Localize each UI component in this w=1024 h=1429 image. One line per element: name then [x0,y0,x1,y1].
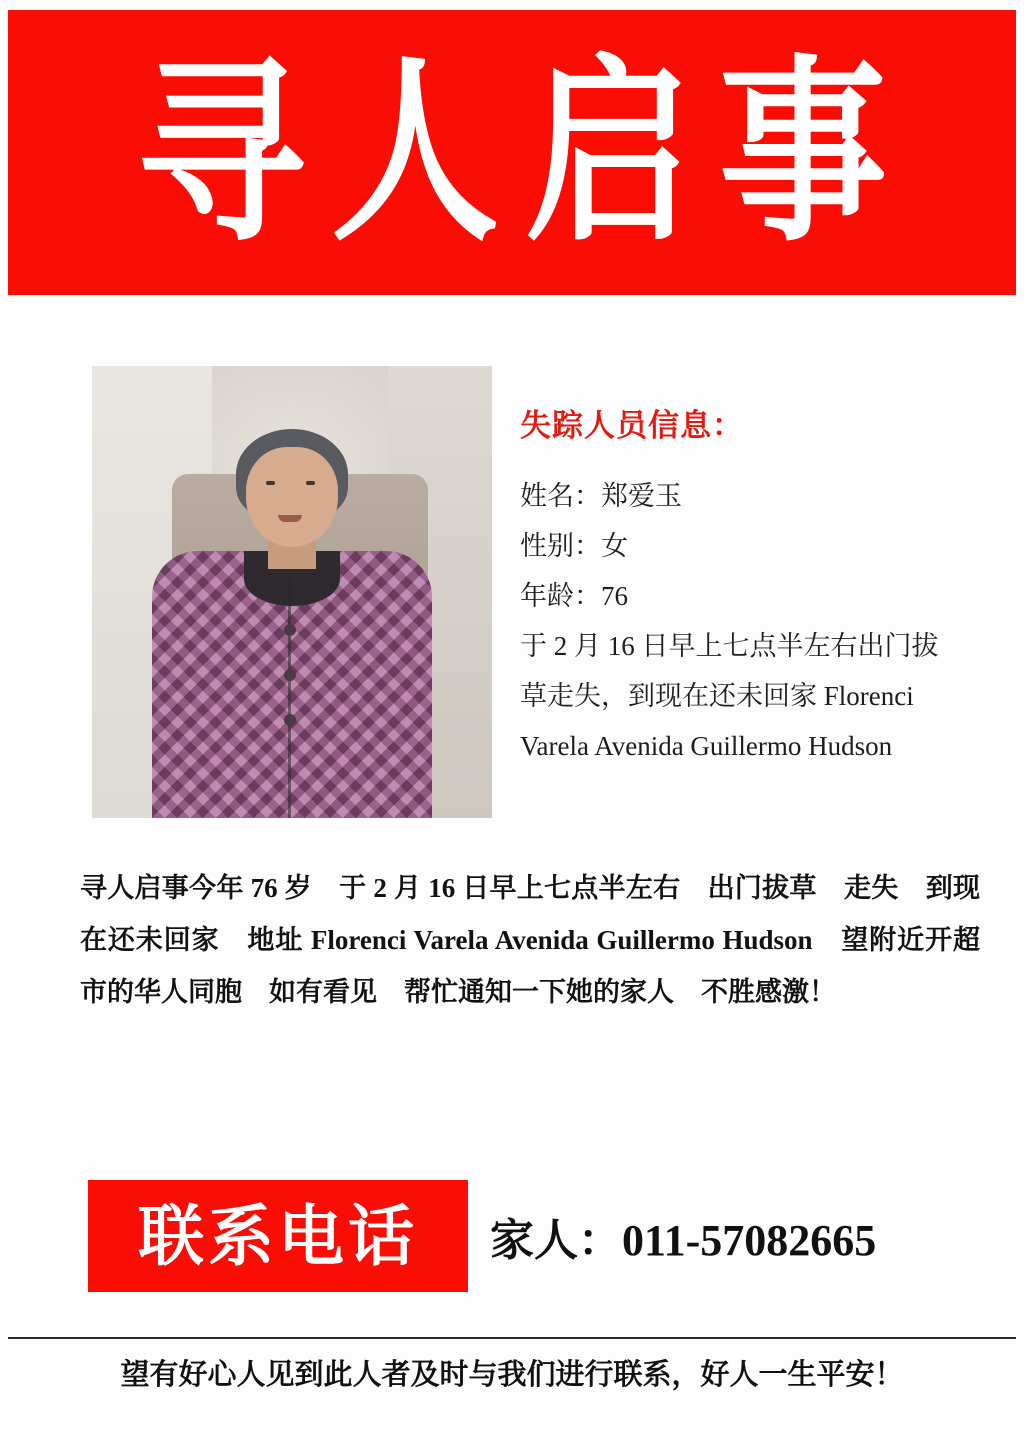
photo-face [246,447,338,546]
photo-eye-right [306,481,315,485]
info-label-gender: 性别： [520,531,601,561]
info-heading: 失踪人员信息： [520,408,744,443]
info-row-name [520,471,950,521]
poster-body-paragraph: 寻人启事今年 76 岁 于 2 月 16 日早上七点半左右 出门拔草 走失 到现在还未回家 地址 Florenci Varela Avenida Guillermo Hudson 望附近开超市的华人同胞 如有看见 帮忙通知一下她的家人 不胜感激！ [80,873,980,1007]
info-label-age: 年龄： [520,581,601,611]
info-row-gender [520,521,950,571]
info-value-gender: 女 [601,531,628,561]
photo-mouth [278,515,302,522]
photo-button [284,624,296,636]
photo-button [284,669,296,681]
info-detail-text: 于 2 月 16 日早上七点半左右出门拔草走失，到现在还未回家 Florenci Varela Avenida Guillermo Hudson [520,631,939,761]
contact-row [88,1180,948,1292]
contact-number-label: 家人： [490,1216,622,1265]
photo-eye-left [266,481,275,485]
contact-number-value: 011-57082665 [622,1216,877,1265]
poster-title: 寻人启事 [137,41,913,264]
photo-button [284,714,296,726]
photo-illustration [92,366,492,818]
info-value-name: 郑爱玉 [601,481,682,511]
poster-banner [8,10,1016,295]
info-value-age: 76 [601,581,628,611]
footer-message: 望有好心人见到此人者及时与我们进行联系，好人一生平安！ [120,1359,904,1391]
footer-divider [8,1337,1016,1339]
contact-phone-badge: 联系电话 [88,1180,468,1292]
info-label-name: 姓名： [520,481,601,511]
contact-phone-number[interactable] [490,1204,876,1268]
photo-placket [288,578,291,818]
info-row-age [520,571,950,621]
missing-person-info [520,400,950,771]
missing-person-photo [92,366,492,818]
